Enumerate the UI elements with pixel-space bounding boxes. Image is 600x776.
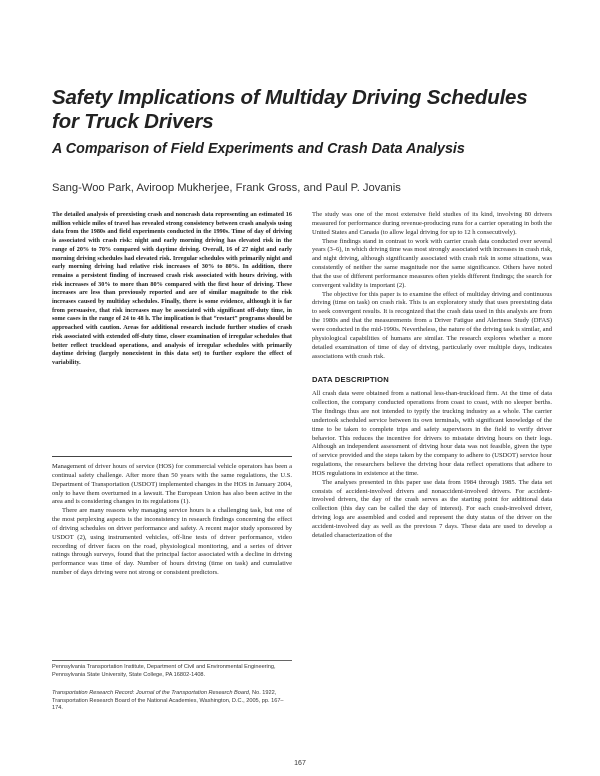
body-paragraph: Management of driver hours of service (HOS) for commercial vehicle operators has been a continual safety challenge. After more than 50 years with the same regulations, the U.S. Department of Transportation (USDOT) implemented changes in the HOS in January 2004, only to have them overturned in a lawsuit. The European Union has also been active in the area and is considering changes in its regulations (1). — [52, 463, 292, 506]
right-column — [312, 211, 552, 541]
left-column-body — [52, 463, 292, 578]
article-title: Safety Implications of Multiday Driving Schedules for Truck Drivers — [52, 86, 528, 133]
journal-name: Transportation Research Record: Journal of the Transportation Research Board, — [52, 690, 251, 696]
article-subtitle: A Comparison of Field Experiments and Crash Data Analysis — [52, 141, 465, 157]
citation-details: No. 1922, Transportation Research Board of the National Academies, Washington, D.C., 2005, pp. 167–174. — [52, 690, 284, 712]
author-list: Sang-Woo Park, Aviroop Mukherjee, Frank Gross, and Paul P. Jovanis — [52, 182, 401, 194]
body-paragraph: There are many reasons why managing service hours is a challenging task, but one of the most perplexing aspects is the inconsistency in research findings concerning the effect of driving schedules on driver performance and safety. A recent major study sponsored by USDOT (2), using instrumented vehicles, off-line tests of driver performance, video recording of driver faces on the road, physiological monitoring, and a series of driver ratings through surveys, found that the principal factor associated with a decline in driving performance was time of day. Number of hours driving (time on task) and cumulative number of days driving were not strong or consistent predictors. — [52, 507, 292, 577]
body-paragraph: These findings stand in contrast to work with carrier crash data conducted over several years (3–6), in which driving time was most strongly associated with increases in crash risk, and night driving, although significantly associated with crash risk in some situations, was consistently of neither the same magnitude nor the same significance. Others have noted that the use of different performance measures often yields different findings; the search for convergent validity is important (2). — [312, 237, 552, 289]
citation-info — [52, 690, 292, 713]
section-heading-data-description: DATA DESCRIPTION — [312, 375, 389, 385]
body-paragraph: The study was one of the most extensive field studies of its kind, involving 80 drivers measured for performance during revenue-producing runs for a carrier operating in both the United States and Canada (to allow legal driving for up to 12 h consecutively). — [312, 211, 552, 236]
page-number: 167 — [294, 760, 306, 767]
body-paragraph: The analyses presented in this paper use data from 1984 through 1985. The data set consists of accident-involved drivers and nonaccident-involved drivers. For accident-involved drivers, the day of the crash serves as the starting point for additional data collection (this day can be called the day of interest). For each crash-involved driver, driving logs are assembled and coded and represent the duty status of the driver on the accident-involved day as well as the previous 7 days. These data are used to develop a detailed characterization of the — [312, 478, 552, 539]
body-paragraph: All crash data were obtained from a national less-than-truckload firm. At the time of data collection, the company conducted operations from coast to coast, with no sleeper berths. The findings thus are not intended to typify the trucking industry as a whole. The carrier undertook scheduled service between its own terminals, with significant knowledge of the time to be taken to complete trips and safety supervisors in the field to verify driver behavior. This reduces the incentive for drivers to misstate driving hours on their logs. Although an independent assessment of driving hour data was not feasible, given the type of service provided and the steps taken by the company to adhere to (USDOT) service hour regulations, the researchers believe the driving hour data reflect operations that adhere to HOS regulations in existence at the time. — [312, 390, 552, 477]
author-affiliation: Pennsylvania Transportation Institute, Department of Civil and Environmental Engineering, Pennsylvania State University, State College, PA 16802-1408. — [52, 664, 276, 678]
abstract-divider — [52, 456, 292, 457]
abstract: The detailed analysis of preexisting crash and noncrash data representing an estimated 16 million vehicle miles of travel has revealed strong consistency between crash analysis using data from the 1980s and field experiments conducted in the 1990s. Time of day of driving is associated with crash risk: night and early morning driving has elevated risk in the range of 20% to 70% compared with daytime driving. Overall, 16 of 27 night and early morning driving schedules had elevated risk. Irregular schedules with primarily night and early morning driving had relative risk increases of 30% to 80%. In addition, there remains a persistent finding of increased crash risk associated with hours driving, with risk increases of 30% to more than 80% compared with the first hour of driving. These increases are less than previously reported and are of similar magnitude to the risk increases caused by multiday schedules. Finally, there is some evidence, although it is far from persuasive, that risk increases may be associated with significant off-duty time, in some cases in the range of 24 to 48 h. The implication is that “restart” programs should be approached with caution. Areas for additional research include further studies of crash risk associated with extended off-duty time, closer examination of irregular schedules that better reflect truckload operations, and analysis of irregular schedules with primarily daytime driving (largely nonexistent in this data set) to further explore the effect of variability. — [52, 211, 292, 366]
footnote-divider — [52, 660, 292, 661]
body-paragraph: The objective for this paper is to examine the effect of multiday driving and continuous driving (time on task) on crash risk. This is an exploratory study that uses preexisting data to seek convergent results. It is recognized that the crash data used in this analysis are from the 1980s and that the measurements from a Driver Fatigue and Alertness Study (DFAS) were conducted in the mid-1990s. Nevertheless, the nature of the driving task is similar, and physiological capabilities of humans are similar. The research explores whether a more detailed examination of time of day of driving, particularly over multiple days, indicates associations with crash risk. — [312, 290, 552, 360]
